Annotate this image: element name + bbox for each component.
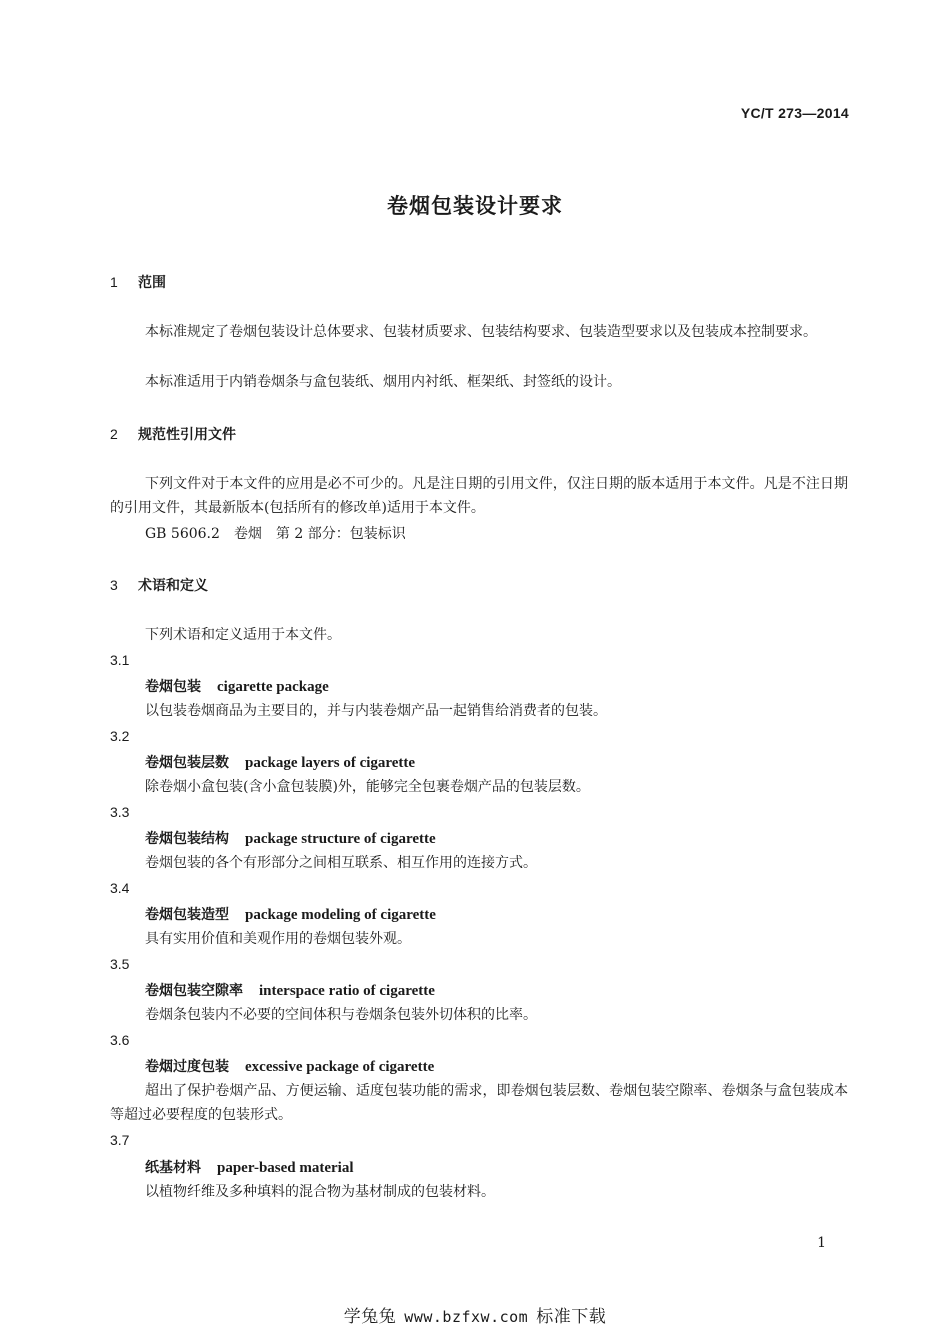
- term-definition: 除卷烟小盒包装(含小盒包装膜)外，能够完全包裹卷烟产品的包装层数。: [145, 779, 590, 795]
- section-3-heading: [110, 575, 208, 595]
- term-definition: 卷烟条包装内不必要的空间体积与卷烟条包装外切体积的比率。: [145, 1007, 537, 1023]
- term-heading: [145, 1056, 434, 1076]
- term-en: package modeling of cigarette: [245, 907, 436, 923]
- page-number: 1: [817, 1235, 826, 1251]
- term-definition: 以包装卷烟商品为主要目的，并与内装卷烟产品一起销售给消费者的包装。: [145, 703, 607, 719]
- references-paragraph: 下列文件对于本文件的应用是必不可少的。凡是注日期的引用文件，仅注日期的版本适用于本文件。凡是不注日期的引用文件，其最新版本(包括所有的修改单)适用于本文件。: [110, 476, 848, 516]
- standard-code: YC/T 273—2014: [740, 105, 849, 121]
- term-heading: [145, 1157, 354, 1177]
- term-number: 3.4: [110, 880, 130, 896]
- term-heading: [145, 752, 415, 772]
- term-heading: [145, 980, 435, 1000]
- section-title: 范围: [138, 275, 166, 291]
- scope-paragraph-1: 本标准规定了卷烟包装设计总体要求、包装材质要求、包装结构要求、包装造型要求以及包装成本控制要求。: [145, 324, 817, 340]
- section-number: 2: [110, 426, 118, 442]
- term-zh: 卷烟包装: [145, 679, 201, 695]
- term-definition: 超出了保护卷烟产品、方便运输、适度包装功能的需求，即卷烟包装层数、卷烟包装空隙率、卷烟条与盒包装成本等超过必要程度的包装形式。: [110, 1083, 848, 1123]
- term-zh: 卷烟包装空隙率: [145, 983, 243, 999]
- footer-tagline: 标准下载: [536, 1307, 607, 1327]
- term-zh: 卷烟包装结构: [145, 831, 229, 847]
- section-title: 术语和定义: [138, 578, 208, 594]
- terms-intro: 下列术语和定义适用于本文件。: [145, 627, 341, 643]
- term-definition: 卷烟包装的各个有形部分之间相互联系、相互作用的连接方式。: [145, 855, 537, 871]
- term-en: package structure of cigarette: [245, 831, 436, 847]
- section-number: 1: [110, 274, 118, 290]
- term-heading: [145, 904, 436, 924]
- term-number: 3.2: [110, 728, 130, 744]
- term-heading: [145, 676, 329, 696]
- term-zh: 卷烟过度包装: [145, 1059, 229, 1075]
- section-2-heading: [110, 424, 236, 444]
- section-1-heading: [110, 272, 166, 292]
- term-number: 3.7: [110, 1132, 130, 1148]
- term-definition: 具有实用价值和美观作用的卷烟包装外观。: [145, 931, 411, 947]
- term-number: 3.1: [110, 652, 130, 668]
- term-number: 3.3: [110, 804, 130, 820]
- section-number: 3: [110, 577, 118, 593]
- term-en: cigarette package: [217, 679, 329, 695]
- term-en: paper-based material: [217, 1160, 354, 1176]
- term-heading: [145, 828, 436, 848]
- section-title: 规范性引用文件: [138, 427, 236, 443]
- term-number: 3.5: [110, 956, 130, 972]
- scope-paragraph-2: 本标准适用于内销卷烟条与盒包装纸、烟用内衬纸、框架纸、封签纸的设计。: [145, 374, 621, 390]
- term-definition: 以植物纤维及多种填料的混合物为基材制成的包装材料。: [145, 1184, 495, 1200]
- term-zh: 卷烟包装造型: [145, 907, 229, 923]
- footer-watermark: [0, 1302, 950, 1327]
- term-en: excessive package of cigarette: [245, 1059, 435, 1075]
- document-title: 卷烟包装设计要求: [387, 194, 563, 218]
- footer-url[interactable]: www.bzfxw.com: [404, 1308, 529, 1326]
- term-zh: 纸基材料: [145, 1160, 201, 1176]
- term-zh: 卷烟包装层数: [145, 755, 229, 771]
- term-en: interspace ratio of cigarette: [259, 983, 435, 999]
- term-en: package layers of cigarette: [245, 755, 416, 771]
- reference-item: GB 5606.2 卷烟 第 2 部分：包装标识: [145, 526, 406, 542]
- term-number: 3.6: [110, 1032, 130, 1048]
- footer-brand: 学兔兔: [343, 1307, 397, 1327]
